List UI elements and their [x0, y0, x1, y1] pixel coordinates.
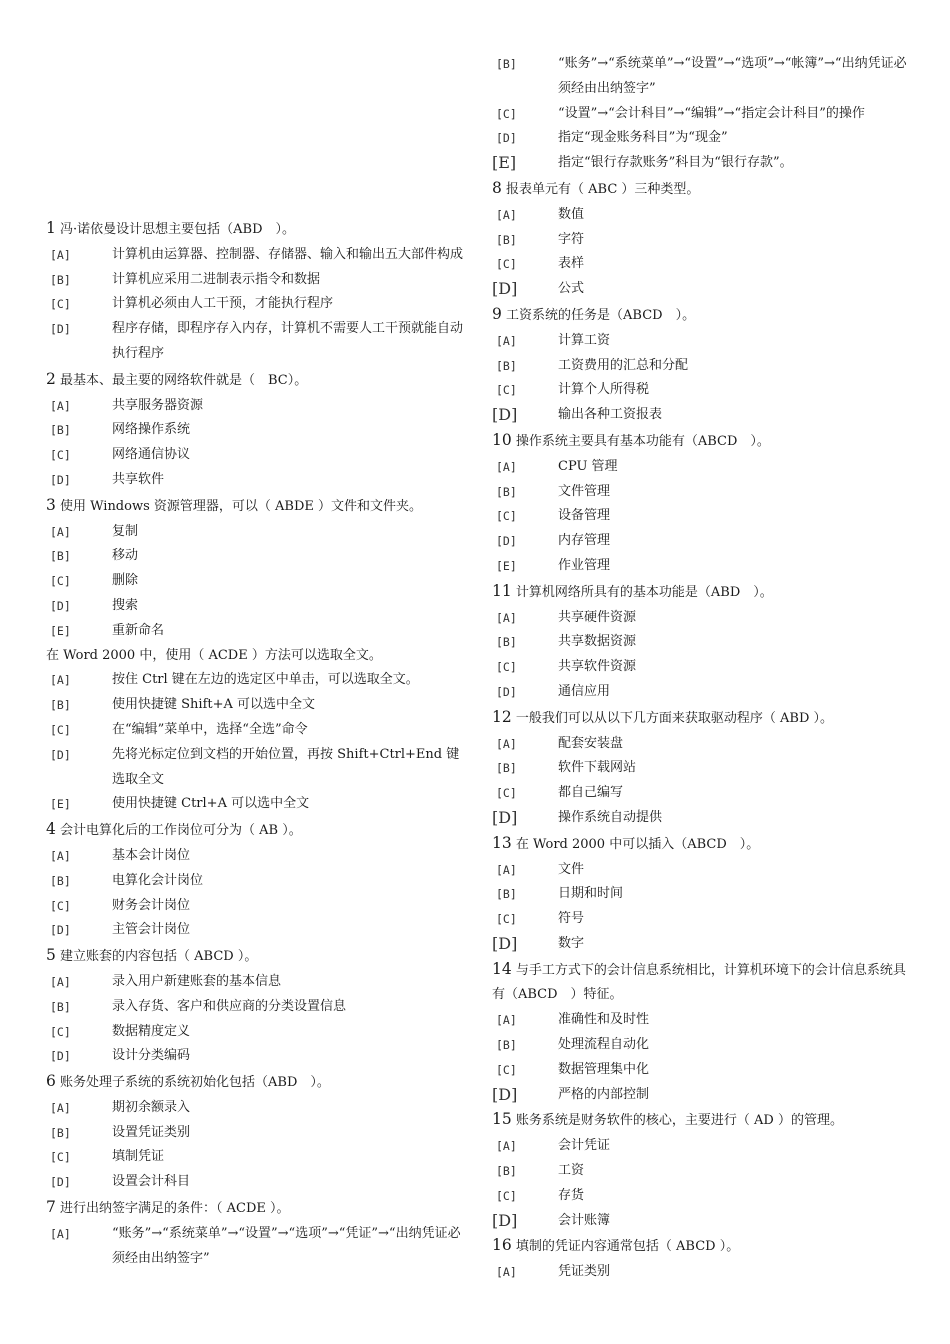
option-text: 计算工资: [558, 332, 611, 348]
option-text: 设置凭证类别: [112, 1124, 191, 1140]
option-text: 移动: [112, 548, 139, 564]
option-text: 符号: [558, 911, 585, 927]
option-label: [C]: [496, 1188, 517, 1203]
option-label: [B]: [496, 484, 517, 499]
option-text: 程序存储，即程序存入内存，计算机不需要人工干预就能自动执行程序: [112, 321, 464, 361]
option-row: [492, 781, 912, 806]
option-row: [492, 455, 912, 480]
option-label: [C]: [496, 257, 517, 272]
option-row: [492, 630, 912, 655]
option-label: [C]: [496, 106, 517, 121]
question-stem: [492, 579, 912, 606]
option-row: [492, 252, 912, 277]
question-number: 3: [46, 495, 56, 514]
option-text: 文件: [558, 861, 585, 877]
question-stem: [46, 1069, 466, 1096]
option-text: 通信应用: [558, 683, 611, 699]
option-row: [492, 354, 912, 379]
question-text: 操作系统主要具有基本功能有（ABCD ）。: [515, 433, 770, 449]
option-label: [A]: [50, 398, 71, 413]
option-text: 先将光标定位到文档的开始位置，再按 Shift+Ctrl+End 键选取全文: [112, 746, 460, 787]
option-row: [492, 504, 912, 529]
option-text: 填制凭证: [112, 1149, 165, 1165]
question-stem: [492, 302, 912, 329]
option-label: [A]: [496, 1139, 517, 1154]
option-text: 操作系统自动提供: [558, 809, 663, 825]
option-text: 设备管理: [558, 508, 611, 524]
question-text: 在 Word 2000 中，使用（ ACDE ）方法可以选取全文。: [46, 647, 382, 663]
option-text: 按住 Ctrl 键在左边的选定区中单击，可以选取全文。: [112, 672, 419, 688]
question-stem: [46, 817, 466, 844]
option-label: [E]: [50, 797, 71, 812]
option-row: [46, 594, 466, 619]
option-row: [46, 1145, 466, 1170]
option-text: CPU 管理: [558, 458, 618, 474]
option-row: [46, 292, 466, 317]
option-text: 会计凭证: [558, 1138, 611, 1154]
option-row: [492, 732, 912, 757]
option-label: [A]: [50, 1100, 71, 1115]
option-row: [46, 1121, 466, 1146]
question-number: 15: [492, 1110, 512, 1129]
option-text: 计算机必须由人工干预，才能执行程序: [112, 296, 334, 312]
option-text: 日期和时间: [558, 886, 624, 902]
option-text: 使用快捷键 Shift+A 可以选中全文: [112, 697, 316, 713]
option-text: 重新命名: [112, 622, 165, 638]
option-row: [492, 52, 912, 102]
question-number: 6: [46, 1072, 56, 1091]
option-row: [46, 1222, 466, 1272]
question-stem: [46, 1195, 466, 1222]
option-row: [492, 277, 912, 302]
option-text: 删除: [112, 573, 139, 589]
option-row: [46, 619, 466, 644]
option-text: 共享服务器资源: [112, 397, 204, 413]
option-label: [C]: [50, 448, 71, 463]
option-label: [A]: [50, 673, 71, 688]
option-label: [D]: [496, 534, 517, 549]
question-text: 报表单元有（ ABC ）三种类型。: [506, 181, 700, 197]
option-text: 会计账簿: [558, 1212, 611, 1228]
option-row: [492, 480, 912, 505]
option-row: [492, 554, 912, 579]
right-column: [492, 0, 912, 1285]
option-row: [492, 858, 912, 883]
option-row: [46, 970, 466, 995]
option-row: [492, 756, 912, 781]
question-stem: [492, 831, 912, 858]
option-label: [B]: [50, 549, 71, 564]
option-label: [C]: [496, 912, 517, 927]
option-row: [492, 806, 912, 831]
option-text: 使用快捷键 Ctrl+A 可以选中全文: [112, 796, 310, 812]
option-text: 电算化会计岗位: [112, 872, 204, 888]
option-label: [A]: [496, 610, 517, 625]
option-row: [492, 606, 912, 631]
option-row: [46, 1044, 466, 1069]
question-number: 12: [492, 707, 512, 726]
option-label: [A]: [496, 333, 517, 348]
option-text: 搜索: [112, 597, 139, 613]
option-text: 共享数据资源: [558, 634, 637, 650]
option-label: [C]: [50, 1024, 71, 1039]
question-text: 填制的凭证内容通常包括（ ABCD ）。: [515, 1239, 740, 1255]
option-label: [C]: [496, 1062, 517, 1077]
option-row: [46, 544, 466, 569]
option-label: [C]: [496, 660, 517, 675]
option-text: 录入用户新建账套的基本信息: [112, 973, 282, 989]
option-row: [46, 668, 466, 693]
option-text: 指定“现金账务科目”为“现金”: [558, 130, 728, 146]
option-label: [B]: [496, 1038, 517, 1053]
question-number: 11: [492, 581, 512, 600]
option-label: [E]: [50, 623, 71, 638]
question-number: 10: [492, 430, 512, 449]
option-row: [46, 468, 466, 493]
option-text: 凭证类别: [558, 1264, 611, 1280]
question-text: 建立账套的内容包括（ ABCD ）。: [60, 949, 258, 965]
option-label: [B]: [496, 1164, 517, 1179]
option-text: 主管会计岗位: [112, 922, 191, 938]
option-text: 网络操作系统: [112, 422, 191, 438]
option-text: 严格的内部控制: [558, 1086, 650, 1102]
option-label: [C]: [50, 297, 71, 312]
option-label: [D]: [50, 322, 71, 337]
option-row: [46, 718, 466, 743]
question-stem: [46, 644, 466, 669]
option-row: [492, 102, 912, 127]
option-row: [46, 520, 466, 545]
option-label: [D]: [50, 472, 71, 487]
option-text: 设计分类编码: [112, 1048, 191, 1064]
question-number: 13: [492, 833, 512, 852]
left-column: [46, 0, 466, 1271]
question-stem: [46, 943, 466, 970]
option-text: 财务会计岗位: [112, 897, 191, 913]
question-number: 7: [46, 1198, 56, 1217]
question-text: 工资系统的任务是（ABCD ）。: [506, 307, 696, 323]
option-label: [D]: [492, 1084, 518, 1104]
option-label: [A]: [496, 862, 517, 877]
option-row: [492, 1159, 912, 1184]
option-text: 计算个人所得税: [558, 382, 650, 398]
option-label: [C]: [50, 722, 71, 737]
option-row: [46, 1020, 466, 1045]
option-text: 准确性和及时性: [558, 1012, 650, 1028]
question-stem: [492, 428, 912, 455]
option-row: [46, 844, 466, 869]
option-label: [D]: [492, 1210, 518, 1230]
option-row: [492, 1058, 912, 1083]
option-label: [B]: [50, 999, 71, 1014]
option-text: 字符: [558, 231, 585, 247]
option-row: [492, 329, 912, 354]
option-label: [B]: [496, 232, 517, 247]
option-text: 设置会计科目: [112, 1174, 191, 1190]
option-text: 表样: [558, 256, 585, 272]
option-row: [46, 792, 466, 817]
option-row: [492, 529, 912, 554]
option-text: 数值: [558, 206, 585, 222]
option-row: [46, 743, 466, 793]
question-stem: [492, 176, 912, 203]
option-label: [A]: [50, 974, 71, 989]
option-row: [492, 1033, 912, 1058]
question-stem: [46, 216, 466, 243]
option-text: 数据精度定义: [112, 1023, 191, 1039]
option-row: [46, 869, 466, 894]
option-label: [A]: [496, 1265, 517, 1280]
question-text: 进行出纳签字满足的条件：（ ACDE ）。: [60, 1201, 290, 1217]
option-label: [A]: [496, 736, 517, 751]
option-row: [46, 693, 466, 718]
option-text: 计算机应采用二进制表示指令和数据: [112, 271, 321, 287]
option-label: [D]: [496, 684, 517, 699]
option-text: 录入存货、客户和供应商的分类设置信息: [112, 998, 347, 1014]
option-text: 共享硬件资源: [558, 609, 637, 625]
option-row: [492, 378, 912, 403]
question-stem: [492, 957, 912, 1009]
option-label: [D]: [50, 1175, 71, 1190]
option-label: [A]: [496, 459, 517, 474]
option-row: [492, 1209, 912, 1234]
option-row: [46, 317, 466, 367]
option-row: [46, 1170, 466, 1195]
option-text: 共享软件资源: [558, 659, 637, 675]
question-text: 会计电算化后的工作岗位可分为（ AB ）。: [60, 823, 302, 839]
option-row: [492, 228, 912, 253]
option-label: [D]: [496, 131, 517, 146]
option-row: [492, 1134, 912, 1159]
question-text: 一般我们可以从以下几方面来获取驱动程序（ ABD ）。: [515, 710, 834, 726]
option-row: [46, 418, 466, 443]
question-number: 2: [46, 369, 56, 388]
option-label: [B]: [496, 887, 517, 902]
option-label: [C]: [496, 509, 517, 524]
option-row: [46, 569, 466, 594]
option-label: [B]: [50, 1125, 71, 1140]
option-row: [46, 995, 466, 1020]
option-text: 计算机由运算器、控制器、存储器、输入和输出五大部件构成: [112, 246, 464, 262]
option-label: [D]: [50, 598, 71, 613]
option-text: 在“编辑”菜单中，选择“全选”命令: [112, 721, 308, 737]
option-row: [492, 932, 912, 957]
question-text: 与手工方式下的会计信息系统相比，计算机环境下的会计信息系统具有（ABCD ）特征。: [492, 962, 906, 1003]
question-number: 14: [492, 959, 512, 978]
option-text: 基本会计岗位: [112, 847, 191, 863]
option-row: [492, 1008, 912, 1033]
option-text: 都自己编写: [558, 785, 624, 801]
question-number: 5: [46, 946, 56, 965]
question-stem: [46, 493, 466, 520]
option-label: [E]: [492, 153, 517, 173]
question-text: 计算机网络所具有的基本功能是（ABD ）。: [515, 584, 773, 600]
question-text: 在 Word 2000 中可以插入（ABCD ）。: [515, 836, 760, 852]
option-text: 期初余额录入: [112, 1099, 191, 1115]
option-label: [B]: [50, 698, 71, 713]
option-text: 作业管理: [558, 557, 611, 573]
option-text: 软件下载网站: [558, 760, 637, 776]
option-label: [C]: [50, 574, 71, 589]
question-text: 冯·诺依曼设计思想主要包括（ABD ）。: [60, 222, 296, 237]
option-text: 公式: [558, 281, 585, 297]
option-label: [B]: [496, 57, 517, 71]
option-text: 文件管理: [558, 483, 611, 499]
option-row: [492, 203, 912, 228]
option-row: [492, 1083, 912, 1108]
option-text: 处理流程自动化: [558, 1037, 650, 1053]
option-label: [D]: [50, 923, 71, 938]
option-label: [D]: [492, 807, 518, 827]
option-text: “设置”→“会计科目”→“编辑”→“指定会计科目”的操作: [558, 105, 865, 121]
option-label: [B]: [496, 761, 517, 776]
option-text: 配套安装盘: [558, 735, 624, 751]
option-text: 复制: [112, 523, 139, 539]
option-label: [A]: [50, 848, 71, 863]
question-stem: [492, 705, 912, 732]
question-text: 账务系统是财务软件的核心，主要进行（ AD ）的管理。: [515, 1113, 843, 1129]
option-label: [B]: [496, 358, 517, 373]
question-number: 8: [492, 178, 502, 197]
option-text: 工资: [558, 1163, 585, 1179]
option-label: [D]: [492, 933, 518, 953]
option-label: [D]: [50, 747, 71, 762]
option-text: “账务”→“系统菜单”→“设置”→“选项”→“凭证”→“出纳凭证必须经由出纳签字”: [112, 1225, 461, 1266]
option-row: [492, 403, 912, 428]
option-row: [46, 918, 466, 943]
question-stem: [492, 1107, 912, 1134]
question-text: 使用 Windows 资源管理器，可以（ ABDE ）文件和文件夹。: [60, 498, 423, 514]
option-label: [B]: [496, 635, 517, 650]
option-text: 指定“银行存款账务”科目为“银行存款”。: [558, 155, 793, 171]
question-number: 4: [46, 820, 56, 839]
option-text: 存货: [558, 1187, 585, 1203]
option-row: [492, 1260, 912, 1285]
question-text: 账务处理子系统的系统初始化包括（ABD ）。: [60, 1075, 330, 1091]
question-stem: [492, 1233, 912, 1260]
option-text: 工资费用的汇总和分配: [558, 357, 689, 373]
option-label: [A]: [50, 524, 71, 539]
option-text: 内存管理: [558, 533, 611, 549]
option-row: [46, 894, 466, 919]
option-row: [46, 443, 466, 468]
option-label: [A]: [496, 1013, 517, 1028]
option-label: [D]: [50, 1049, 71, 1064]
option-text: 数字: [558, 935, 585, 951]
option-row: [46, 394, 466, 419]
option-row: [492, 151, 912, 176]
option-text: “账务”→“系统菜单”→“设置”→“选项”→“帐簿”→“出纳凭证必须经由出纳签字”: [558, 56, 907, 96]
question-stem: [46, 367, 466, 394]
option-row: [492, 907, 912, 932]
option-label: [D]: [492, 405, 518, 425]
option-row: [46, 268, 466, 293]
option-row: [46, 1096, 466, 1121]
option-label: [A]: [496, 207, 517, 222]
option-text: 网络通信协议: [112, 447, 191, 463]
question-number: 16: [492, 1236, 512, 1255]
question-number: 9: [492, 304, 502, 323]
option-text: 输出各种工资报表: [558, 407, 663, 423]
option-label: [D]: [492, 279, 518, 299]
option-row: [492, 680, 912, 705]
question-number: 1: [46, 219, 56, 237]
option-row: [492, 126, 912, 151]
option-row: [46, 243, 466, 268]
option-text: 数据管理集中化: [558, 1061, 650, 1077]
option-label: [B]: [50, 873, 71, 888]
option-label: [C]: [496, 786, 517, 801]
option-label: [B]: [50, 272, 71, 287]
option-label: [A]: [50, 1226, 71, 1241]
option-label: [C]: [50, 898, 71, 913]
option-row: [492, 882, 912, 907]
option-label: [B]: [50, 423, 71, 438]
option-label: [C]: [50, 1150, 71, 1165]
question-text: 最基本、最主要的网络软件就是（ BC）。: [60, 372, 308, 388]
option-label: [C]: [496, 383, 517, 398]
option-label: [E]: [496, 558, 517, 573]
option-label: [A]: [50, 247, 71, 262]
option-row: [492, 655, 912, 680]
option-text: 共享软件: [112, 471, 165, 487]
option-row: [492, 1184, 912, 1209]
